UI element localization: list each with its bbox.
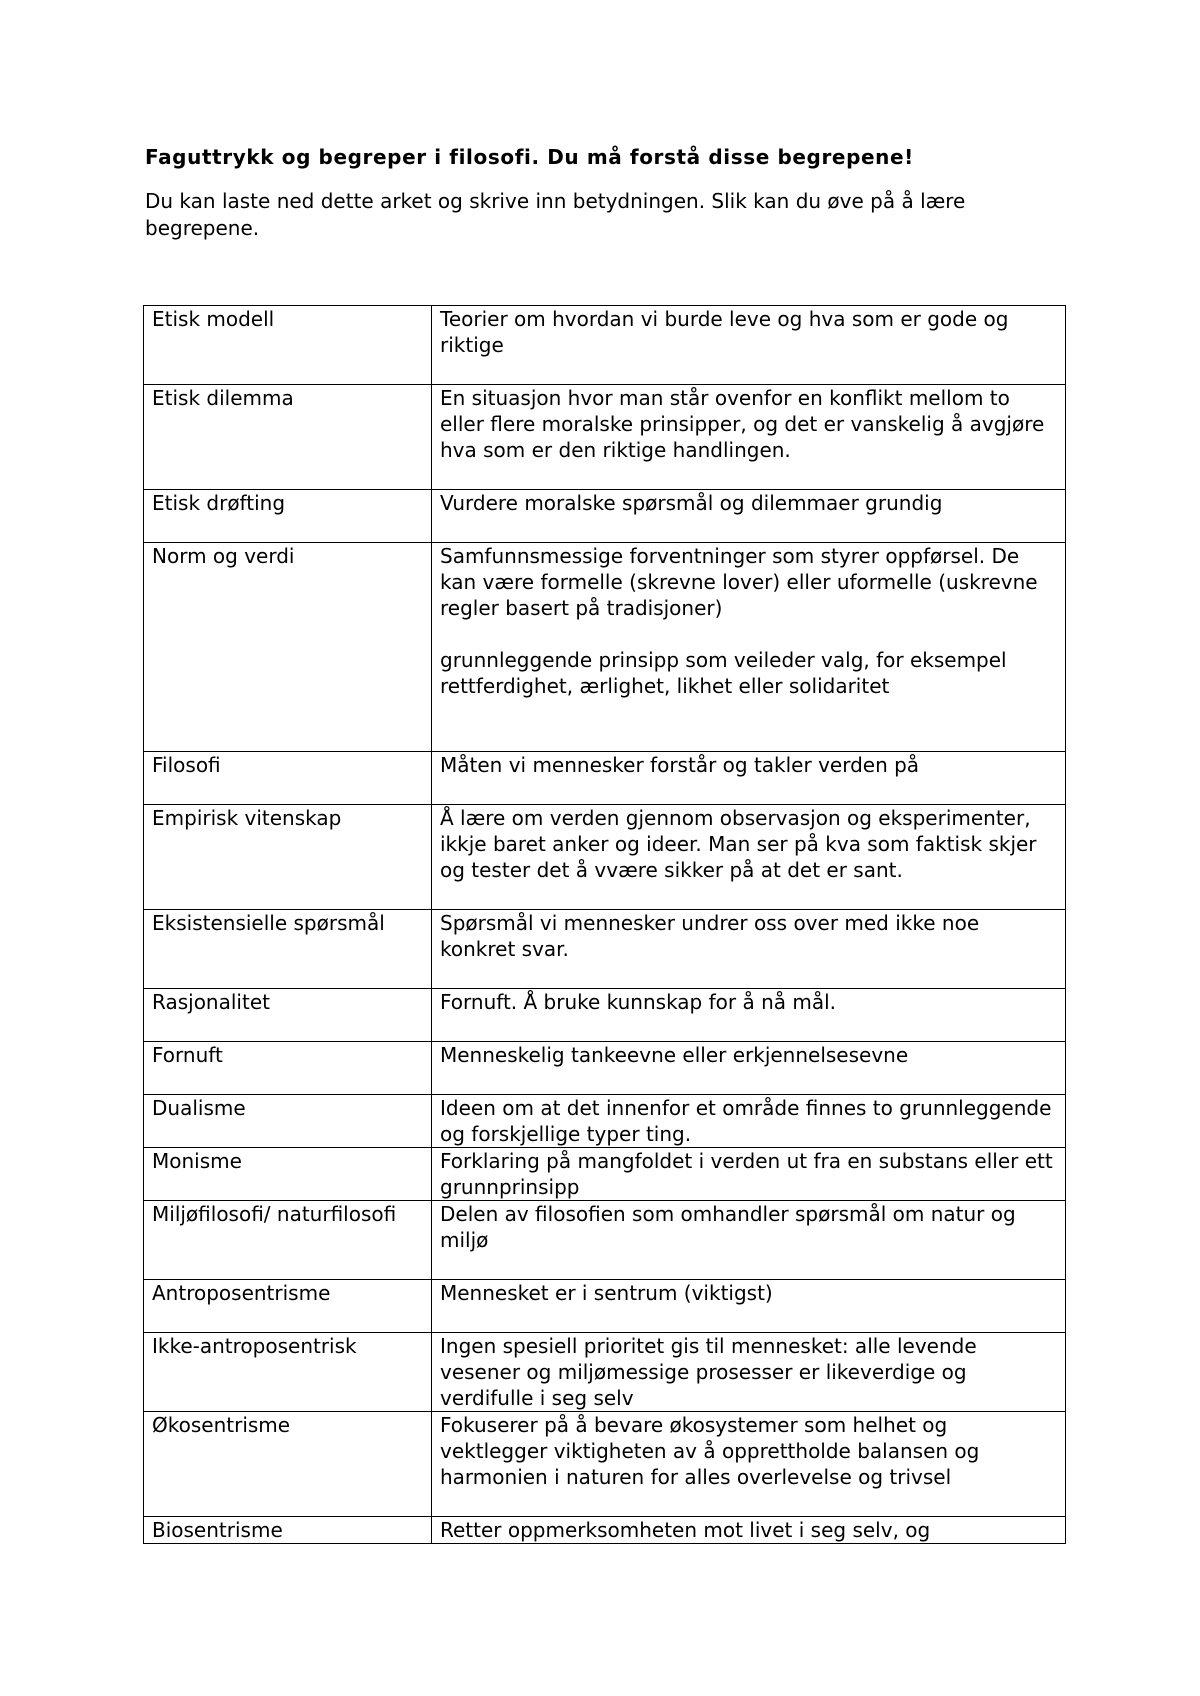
definition-text: Fornuft. Å bruke kunnskap for å nå mål. xyxy=(440,990,837,1014)
table-row xyxy=(144,989,1066,1042)
definition-text: Delen av filosofien som omhandler spørsmål om natur og miljø xyxy=(440,1202,1016,1252)
definition-text: Ingen spesiell prioritet gis til mennesket: alle levende vesener og miljømessige prosesser er likeverdige og verdifulle i seg selv xyxy=(440,1334,977,1410)
definition-text: Ideen om at det innenfor et område finnes to grunnleggende og forskjellige typer ting. xyxy=(440,1096,1052,1146)
term-cell: Biosentrisme xyxy=(144,1517,432,1544)
definition-cell xyxy=(432,752,1066,805)
definition-text: Måten vi mennesker forstår og takler verden på xyxy=(440,753,920,777)
table-row xyxy=(144,1042,1066,1095)
definition-cell xyxy=(432,1095,1066,1148)
definition-text: Vurdere moralske spørsmål og dilemmaer grundig xyxy=(440,491,943,515)
definition-cell xyxy=(432,989,1066,1042)
definition-cell xyxy=(432,1412,1066,1517)
term-cell: Etisk dilemma xyxy=(144,385,432,490)
terms-table xyxy=(143,305,1066,1544)
definition-text: Mennesket er i sentrum (viktigst) xyxy=(440,1281,773,1305)
page-title: Faguttrykk og begreper i filosofi. Du må forstå disse begrepene! xyxy=(145,145,914,169)
term-cell: Miljøfilosofi/ naturfilosofi xyxy=(144,1201,432,1280)
table-row xyxy=(144,490,1066,543)
table-row xyxy=(144,1412,1066,1517)
definition-cell xyxy=(432,805,1066,910)
term-cell: Fornuft xyxy=(144,1042,432,1095)
table-row xyxy=(144,1095,1066,1148)
term-cell: Dualisme xyxy=(144,1095,432,1148)
definition-cell xyxy=(432,385,1066,490)
definition-text: Å lære om verden gjennom observasjon og eksperimenter, ikkje baret anker og ideer. Man ser på kva som faktisk skjer og tester det å vvære sikker på at det er sant. xyxy=(440,806,1037,882)
table-row xyxy=(144,1517,1066,1544)
term-cell: Etisk modell xyxy=(144,306,432,385)
definition-text: En situasjon hvor man står ovenfor en konflikt mellom to eller flere moralske prinsipper, og det er vanskelig å avgjøre hva som er den riktige handlingen. xyxy=(440,386,1045,462)
definition-text: grunnleggende prinsipp som veileder valg, for eksempel rettferdighet, ærlighet, likhet eller solidaritet xyxy=(440,648,1007,698)
table-row xyxy=(144,1333,1066,1412)
term-cell: Norm og verdi xyxy=(144,543,432,752)
definition-text: Menneskelig tankeevne eller erkjennelsesevne xyxy=(440,1043,909,1067)
term-cell: Økosentrisme xyxy=(144,1412,432,1517)
intro-paragraph: Du kan laste ned dette arket og skrive inn betydningen. Slik kan du øve på å lære begrepene. xyxy=(145,189,966,240)
definition-cell xyxy=(432,1517,1066,1544)
table-row xyxy=(144,306,1066,385)
definition-text: Fokuserer på å bevare økosystemer som helhet og vektlegger viktigheten av å opprettholde balansen og harmonien i naturen for alles overlevelse og trivsel xyxy=(440,1413,980,1489)
definition-cell xyxy=(432,1333,1066,1412)
table-row xyxy=(144,1280,1066,1333)
term-cell: Etisk drøfting xyxy=(144,490,432,543)
definition-cell xyxy=(432,1280,1066,1333)
term-cell: Empirisk vitenskap xyxy=(144,805,432,910)
term-cell: Antroposentrisme xyxy=(144,1280,432,1333)
definition-text: Teorier om hvordan vi burde leve og hva som er gode og riktige xyxy=(440,307,1009,357)
term-cell: Eksistensielle spørsmål xyxy=(144,910,432,989)
definition-text: Retter oppmerksomheten mot livet i seg selv, og xyxy=(440,1518,931,1542)
table-row xyxy=(144,752,1066,805)
table-row xyxy=(144,910,1066,989)
definition-cell xyxy=(432,543,1066,752)
definition-cell xyxy=(432,910,1066,989)
table-row xyxy=(144,385,1066,490)
table-row xyxy=(144,805,1066,910)
definition-cell xyxy=(432,490,1066,543)
definition-cell xyxy=(432,1201,1066,1280)
term-cell: Rasjonalitet xyxy=(144,989,432,1042)
definition-text: Spørsmål vi mennesker undrer oss over med ikke noe konkret svar. xyxy=(440,911,980,961)
term-cell: Monisme xyxy=(144,1148,432,1201)
definition-text: Samfunnsmessige forventninger som styrer oppførsel. De kan være formelle (skrevne lover) eller uformelle (uskrevne regler basert på tradisjoner) xyxy=(440,544,1038,620)
table-row xyxy=(144,1148,1066,1201)
definition-cell xyxy=(432,1148,1066,1201)
table-row xyxy=(144,1201,1066,1280)
term-cell: Ikke-antroposentrisk xyxy=(144,1333,432,1412)
definition-text: Forklaring på mangfoldet i verden ut fra en substans eller ett grunnprinsipp xyxy=(440,1149,1053,1199)
table-row xyxy=(144,543,1066,752)
definition-cell xyxy=(432,1042,1066,1095)
term-cell: Filosofi xyxy=(144,752,432,805)
definition-cell xyxy=(432,306,1066,385)
